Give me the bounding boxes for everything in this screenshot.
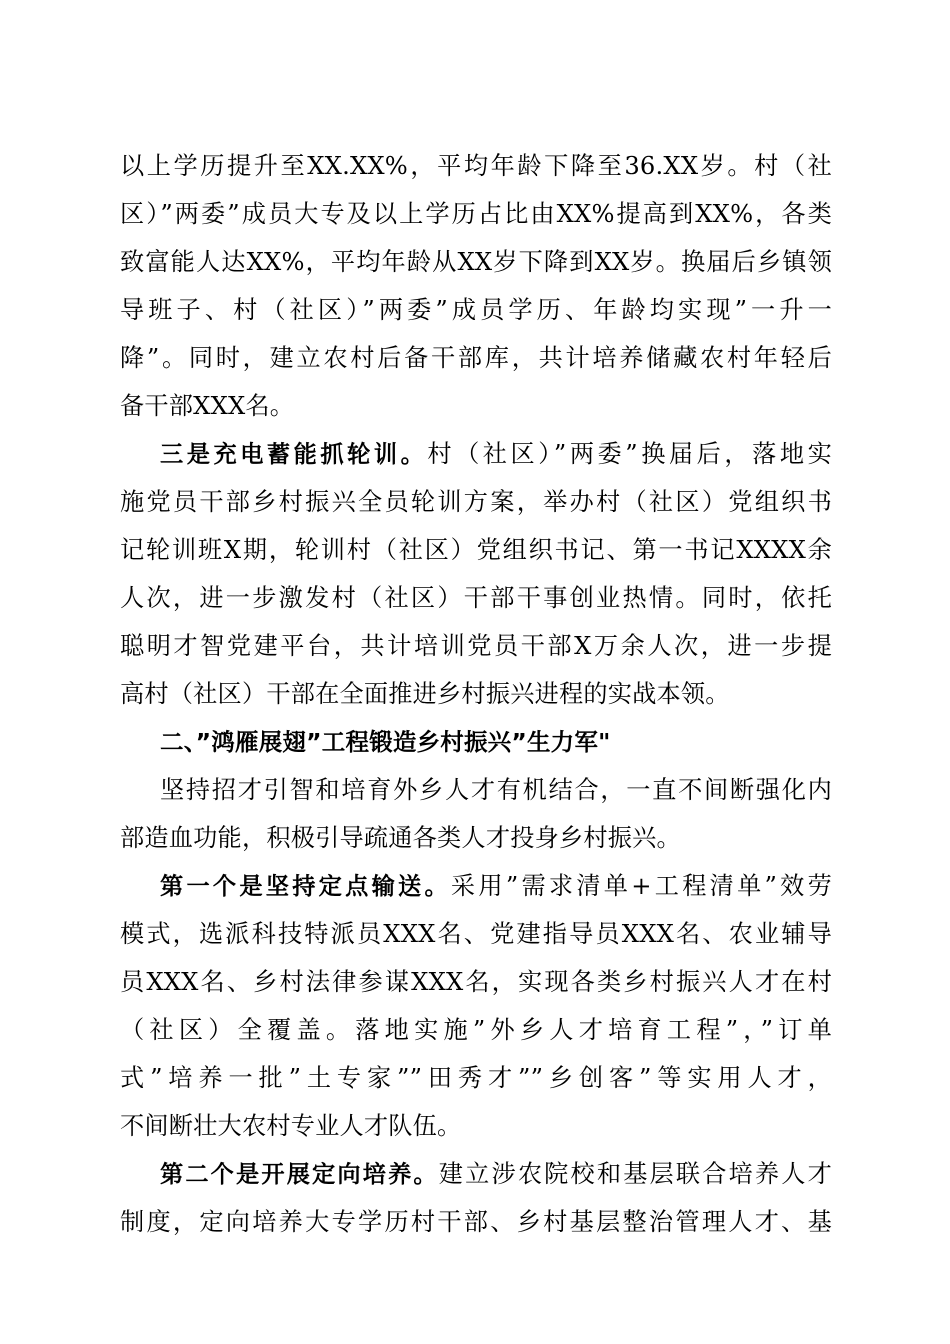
text-line: 部造血功能，积极引导疏通各类人才投身乡村振兴。 [120, 824, 681, 852]
text-line: 致富能人达XX%，平均年龄从XX岁下降到XX岁。换届后乡镇领 [120, 248, 832, 276]
text-line: 坚持招才引智和培育外乡人才有机结合，一直不间断强化内 [160, 776, 832, 804]
paragraph-lead: 第二个是开展定向培养。 [160, 1161, 439, 1188]
text-line: 导班子、村（社区）”两委”成员学历、年龄均实现”一升一 [120, 296, 832, 324]
text-line: 备干部XXX名。 [120, 392, 295, 420]
document-body [120, 142, 832, 1246]
paragraph-1 [120, 142, 832, 430]
text-line: 记轮训班X期，轮训村（社区）党组织书记、第一书记XXXX余 [120, 536, 832, 564]
text-line: 降”。同时，建立农村后备干部库，共计培养储藏农村年轻后 [120, 344, 832, 372]
paragraph-text: 村（社区）”两委”换届后，落地实 [427, 440, 832, 468]
paragraph-3 [120, 766, 832, 862]
text-line: 制度，定向培养大专学历村干部、乡村基层整治管理人才、基 [120, 1208, 832, 1236]
text-line [120, 862, 832, 910]
text-line: 施党员干部乡村振兴全员轮训方案，举办村（社区）党组织书 [120, 488, 832, 516]
text-line: 高村（社区）干部在全面推进乡村振兴进程的实战本领。 [120, 680, 730, 708]
text-line: 以上学历提升至XX.XX%，平均年龄下降至36.XX岁。村（社 [120, 152, 832, 180]
text-line: 式”培养一批”土专家””田秀才””乡创客”等实用人才， [120, 1064, 832, 1092]
paragraph-text: 采用”需求清单+工程清单”效劳 [450, 872, 833, 900]
section-heading: 二、”鸿雁展翅”工程锻造乡村振兴”生力军" [160, 728, 611, 756]
text-line: 不间断壮大农村专业人才队伍。 [120, 1112, 462, 1140]
text-line: 聪明才智党建平台，共计培训党员干部X万余人次，进一步提 [120, 632, 832, 660]
text-line: 员XXX名、乡村法律参谋XXX名，实现各类乡村振兴人才在村 [120, 968, 832, 996]
paragraph-5 [120, 1150, 832, 1246]
text-line: 模式，选派科技特派员XXX名、党建指导员XXX名、农业辅导 [120, 920, 832, 948]
paragraph-2 [120, 430, 832, 718]
text-line: 人次，进一步激发村（社区）干部干事创业热情。同时，依托 [120, 584, 832, 612]
text-line [120, 1150, 832, 1198]
text-line [120, 430, 832, 478]
paragraph-4 [120, 862, 832, 1150]
paragraph-lead: 三是充电蓄能抓轮训。 [160, 441, 428, 468]
text-line: （社区）全覆盖。落地实施”外乡人才培育工程”，”订单 [120, 1016, 832, 1044]
paragraph-text: 建立涉农院校和基层联合培养人才 [438, 1160, 832, 1188]
text-line: 区）”两委”成员大专及以上学历占比由XX%提高到XX%，各类 [120, 200, 832, 228]
paragraph-lead: 第一个是坚持定点输送。 [160, 873, 451, 900]
